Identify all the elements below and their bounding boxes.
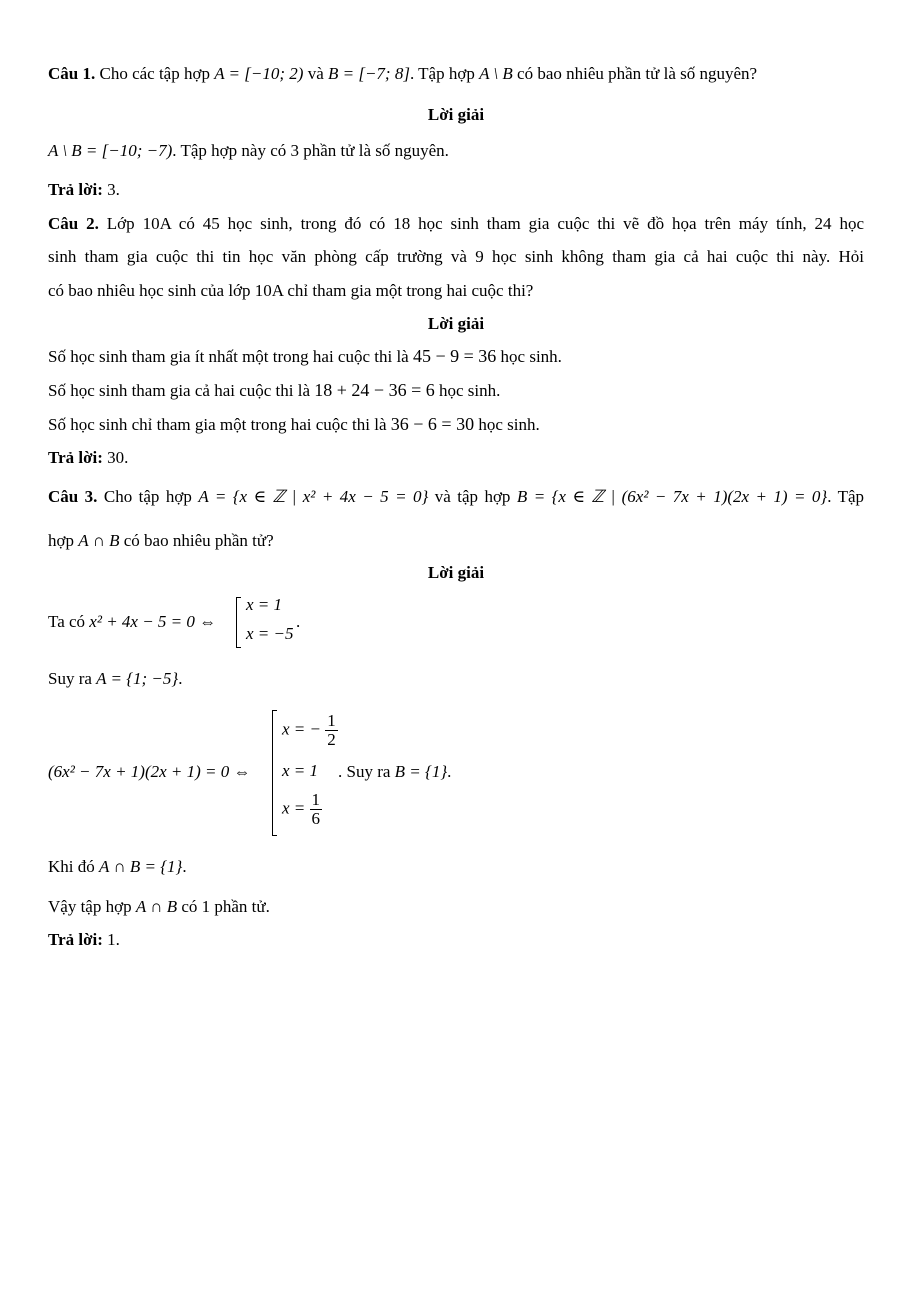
q3-eq1-root-2: x = −5 [246,624,294,643]
q2-solution-heading: Lời giải [427,314,485,333]
q1-text-before: Cho các tập hợp [99,64,210,83]
q3-label: Câu 3. [48,487,98,506]
q3-conclusion-expr: A ∩ B [135,897,178,916]
q3-solution-heading: Lời giải [427,563,485,582]
q2-step-2 [48,379,864,402]
q1-text-after: có bao nhiêu phần tử là số nguyên? [517,64,758,83]
q3-eq2-root-3-den: 6 [311,809,321,828]
q3-eq2-system-bracket [272,710,336,836]
q3-step-set-b: . Suy ra B = {1}. [338,762,452,781]
q3-connector: và tập hợp [434,487,511,506]
q3-eq2-root-3 [282,791,322,828]
q2-s2-unit: học sinh. [438,381,501,400]
q3-answer-label: Trả lời: [48,930,103,949]
q3-conclusion-after: có 1 phần tử. [181,897,270,916]
q1-statement [48,63,864,85]
q3-answer-value: 1. [107,930,120,949]
q3-eq2-root-3-fraction [310,791,323,828]
q3-text-end: . Tập [827,487,865,506]
q3-intersection: A ∩ B = {1} [99,857,183,876]
q3-set-a-result: A = {1; −5} [96,669,179,688]
q2-s2-expr: 18 + 24 − 36 = 6 [314,380,435,400]
q3-eq1: x² + 4x − 5 = 0 ⇔ [89,612,217,631]
q2-s1-text: Số học sinh tham gia ít nhất một trong hai cuộc thi là [48,347,409,366]
q2-s3-text: Số học sinh chỉ tham gia một trong hai cuộc thi là [48,415,387,434]
q1-set-a: A = [−10; 2) [214,64,304,83]
q2-line1: Lớp 10A có 45 học sinh, trong đó có 18 học sinh tham gia cuộc thi vẽ đồ họa trên máy tính, 24 học [106,214,865,233]
q1-sol-text: . Tập hợp này có 3 phần tử là số nguyên. [172,141,449,160]
q1-solution [48,140,864,162]
q3-eq1-period: . [296,612,301,631]
q3-khi-do: Khi đó [48,857,95,876]
q2-answer [48,447,864,469]
q1-text-mid: . Tập hợp [409,64,475,83]
q3-answer [48,929,864,951]
q3-step-set-a: Suy ra A = {1; −5}. [48,669,183,688]
q2-s3-unit: học sinh. [478,415,540,434]
q3-conclusion [48,896,864,918]
q1-connector: và [307,64,324,83]
q2-statement-line-3: có bao nhiêu học sinh của lớp 10A chỉ tham gia một trong hai cuộc thi? [48,281,534,300]
q3-set-a: A = {x ∈ ℤ | x² + 4x − 5 = 0} [198,487,429,506]
q2-statement-line-1 [48,213,864,235]
q1-answer-value: 3. [107,180,120,199]
q3-eq2: (6x² − 7x + 1)(2x + 1) = 0 ⇔ [48,762,251,781]
q3-eq1-system-bracket [236,595,294,648]
q2-s1-unit: học sinh. [500,347,562,366]
q3-suy-ra-b: . Suy ra [338,762,391,781]
q3-line2-after: có bao nhiêu phần tử? [123,531,274,550]
q1-label: Câu 1. [48,64,96,83]
q3-text-before: Cho tập hợp [103,487,192,506]
q2-s2-text: Số học sinh tham gia cả hai cuộc thi là [48,381,311,400]
q3-eq2-root-3-lhs: x = [282,798,306,818]
q3-suy-ra-a: Suy ra [48,669,92,688]
q3-eq1-root-1: x = 1 [246,595,283,614]
q2-s1-expr: 45 − 9 = 36 [412,346,497,366]
q3-eq2-root-1-num: 1 [327,711,336,730]
q1-sol-expr: A \ B = [−10; −7) [48,141,173,160]
q2-step-3 [48,413,864,436]
q2-s3-expr: 36 − 6 = 30 [390,414,475,434]
q3-eq2-root-1-den: 2 [327,730,336,749]
q1-solution-heading: Lời giải [427,105,485,124]
q1-answer [48,179,864,201]
q2-statement-line-2: sinh tham gia cuộc thi tin học văn phòng cấp trường và 9 học sinh không tham gia cả hai cuộc thi này. Hỏi [48,247,864,266]
q3-taco: Ta có [48,612,86,631]
q1-set-b: B = [−7; 8] [327,64,410,83]
q3-set-b-result: B = {1} [394,762,448,781]
q3-conclusion-before: Vậy tập hợp [48,897,132,916]
q3-eq2-root-1 [282,712,338,749]
q3-expr: A ∩ B [78,531,120,550]
q1-answer-label: Trả lời: [48,180,103,199]
q3-eq2-root-1-lhs: x = − [282,719,321,739]
q3-step-intersection: Khi đó A ∩ B = {1}. [48,857,187,876]
q1-expr: A \ B [479,64,513,83]
q3-set-b: B = {x ∈ ℤ | (6x² − 7x + 1)(2x + 1) = 0} [516,487,828,506]
q2-label: Câu 2. [48,214,99,233]
q2-answer-label: Trả lời: [48,448,103,467]
q3-statement-line-2 [48,530,864,552]
q3-eq2-root-3-num: 1 [311,790,321,809]
q2-step-1 [48,345,864,368]
q3-eq2-root-1-fraction [325,712,338,749]
q3-eq2-root-2: x = 1 [282,761,319,780]
q3-line2-before: hợp [48,531,74,550]
q3-statement-line-1 [48,486,864,508]
q2-answer-value: 30. [107,448,129,467]
